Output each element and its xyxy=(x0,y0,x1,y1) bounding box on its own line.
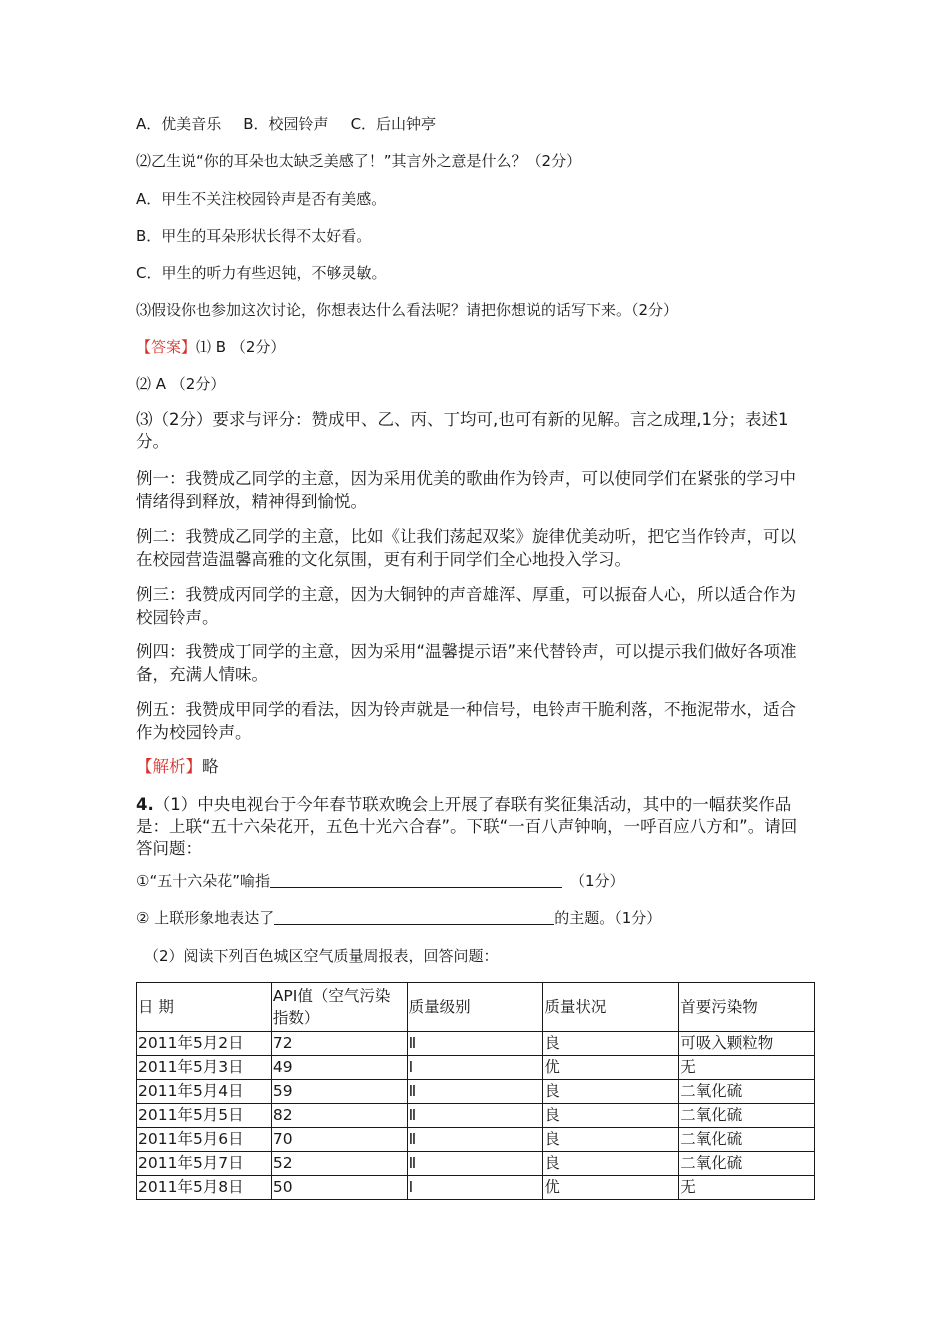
analysis-line xyxy=(136,757,219,777)
cell-status: 优 xyxy=(543,1056,679,1080)
answer-3: ⑶（2分）要求与评分：赞成甲、乙、丙、丁均可,也可有新的见解。言之成理,1分；表述1分。 xyxy=(136,410,789,451)
cell-date: 2011年5月2日 xyxy=(137,1032,272,1056)
cell-api: 50 xyxy=(271,1176,407,1200)
cell-level: Ⅰ xyxy=(407,1176,543,1200)
example-5: 例五：我赞成甲同学的看法，因为铃声就是一种信号，电铃声干脆利落，不拖泥带水，适合作为校园铃声。 xyxy=(136,700,796,742)
q4-body: （1）中央电视台于今年春节联欢晚会上开展了春联有奖征集活动，其中的一幅获奖作品是：上联“五十六朵花开，五色十光六合春”。下联“一百八声钟响，一呼百应八方和”。请回答问题： xyxy=(136,795,798,858)
answer-blank-1[interactable] xyxy=(270,871,562,888)
answer-2: ⑵ A （2分） xyxy=(136,375,226,393)
cell-pollutant: 二氧化硫 xyxy=(679,1128,815,1152)
q4-sub2-prefix: ② 上联形象地表达了 xyxy=(136,909,275,927)
q4-sub2 xyxy=(136,908,661,928)
q2-option-c: C．甲生的听力有些迟钝，不够灵敏。 xyxy=(136,264,387,282)
header-level: 质量级别 xyxy=(407,983,543,1032)
question-options xyxy=(136,114,436,134)
cell-date: 2011年5月4日 xyxy=(137,1080,272,1104)
header-pollutant: 首要污染物 xyxy=(679,983,815,1032)
q4-sub1-suffix: （1分） xyxy=(570,872,625,890)
option-c: C．后山钟亭 xyxy=(350,115,437,133)
cell-level: Ⅱ xyxy=(407,1128,543,1152)
table-header-row xyxy=(137,983,815,1032)
cell-level: Ⅱ xyxy=(407,1032,543,1056)
table-row xyxy=(137,1056,815,1080)
cell-api: 49 xyxy=(271,1056,407,1080)
header-status: 质量状况 xyxy=(543,983,679,1032)
example-1: 例一：我赞成乙同学的主意，因为采用优美的歌曲作为铃声，可以使同学们在紧张的学习中情绪得到释放，精神得到愉悦。 xyxy=(136,469,796,511)
q2-prompt: ⑵乙生说“你的耳朵也太缺乏美感了！”其言外之意是什么？（2分） xyxy=(136,152,582,170)
header-date: 日 期 xyxy=(137,983,272,1032)
q4-sub1 xyxy=(136,871,625,891)
air-quality-table xyxy=(136,982,815,1200)
option-b: B．校园铃声 xyxy=(243,115,329,133)
cell-status: 良 xyxy=(543,1128,679,1152)
table-row xyxy=(137,1152,815,1176)
cell-pollutant: 二氧化硫 xyxy=(679,1080,815,1104)
cell-status: 优 xyxy=(543,1176,679,1200)
analysis-text: 略 xyxy=(202,757,219,776)
cell-pollutant: 可吸入颗粒物 xyxy=(679,1032,815,1056)
q4-number: 4. xyxy=(136,795,154,814)
cell-date: 2011年5月8日 xyxy=(137,1176,272,1200)
answer-1: ⑴ B （2分） xyxy=(196,338,286,356)
option-a: A．优美音乐 xyxy=(136,115,222,133)
cell-date: 2011年5月5日 xyxy=(137,1104,272,1128)
q2-option-a: A．甲生不关注校园铃声是否有美感。 xyxy=(136,190,387,208)
cell-date: 2011年5月7日 xyxy=(137,1152,272,1176)
answer-line-1 xyxy=(136,337,285,357)
q4-part2: （2）阅读下列百色城区空气质量周报表，回答问题： xyxy=(144,947,499,965)
cell-api: 82 xyxy=(271,1104,407,1128)
cell-level: Ⅰ xyxy=(407,1056,543,1080)
cell-level: Ⅱ xyxy=(407,1104,543,1128)
cell-api: 52 xyxy=(271,1152,407,1176)
cell-pollutant: 无 xyxy=(679,1176,815,1200)
cell-status: 良 xyxy=(543,1080,679,1104)
table-row xyxy=(137,1032,815,1056)
q4-sub1-prefix: ①“五十六朵花”喻指 xyxy=(136,872,270,890)
cell-pollutant: 二氧化硫 xyxy=(679,1152,815,1176)
answer-blank-2[interactable] xyxy=(274,908,554,925)
example-4: 例四：我赞成丁同学的主意，因为采用“温馨提示语”来代替铃声，可以提示我们做好各项准备，充满人情味。 xyxy=(136,642,797,684)
cell-date: 2011年5月3日 xyxy=(137,1056,272,1080)
cell-status: 良 xyxy=(543,1152,679,1176)
cell-api: 72 xyxy=(271,1032,407,1056)
cell-pollutant: 无 xyxy=(679,1056,815,1080)
table-row xyxy=(137,1104,815,1128)
q4-sub2-suffix: 的主题。（1分） xyxy=(554,909,662,927)
example-2: 例二：我赞成乙同学的主意，比如《让我们荡起双桨》旋律优美动听，把它当作铃声，可以在校园营造温馨高雅的文化氛围，更有利于同学们全心地投入学习。 xyxy=(136,527,796,569)
cell-api: 70 xyxy=(271,1128,407,1152)
table-row xyxy=(137,1128,815,1152)
table-row xyxy=(137,1080,815,1104)
q3-prompt: ⑶假设你也参加这次讨论，你想表达什么看法呢？请把你想说的话写下来。（2分） xyxy=(136,301,679,319)
answer-tag: 【答案】 xyxy=(136,338,197,356)
cell-status: 良 xyxy=(543,1104,679,1128)
header-api: API值（空气污染指数） xyxy=(271,983,407,1032)
cell-level: Ⅱ xyxy=(407,1152,543,1176)
cell-status: 良 xyxy=(543,1032,679,1056)
cell-level: Ⅱ xyxy=(407,1080,543,1104)
q2-option-b: B．甲生的耳朵形状长得不太好看。 xyxy=(136,227,372,245)
example-3: 例三：我赞成丙同学的主意，因为大铜钟的声音雄浑、厚重，可以振奋人心，所以适合作为校园铃声。 xyxy=(136,585,796,627)
cell-pollutant: 二氧化硫 xyxy=(679,1104,815,1128)
cell-date: 2011年5月6日 xyxy=(137,1128,272,1152)
table-row xyxy=(137,1176,815,1200)
cell-api: 59 xyxy=(271,1080,407,1104)
analysis-tag: 【解析】 xyxy=(136,757,202,776)
q4-text xyxy=(136,794,812,860)
